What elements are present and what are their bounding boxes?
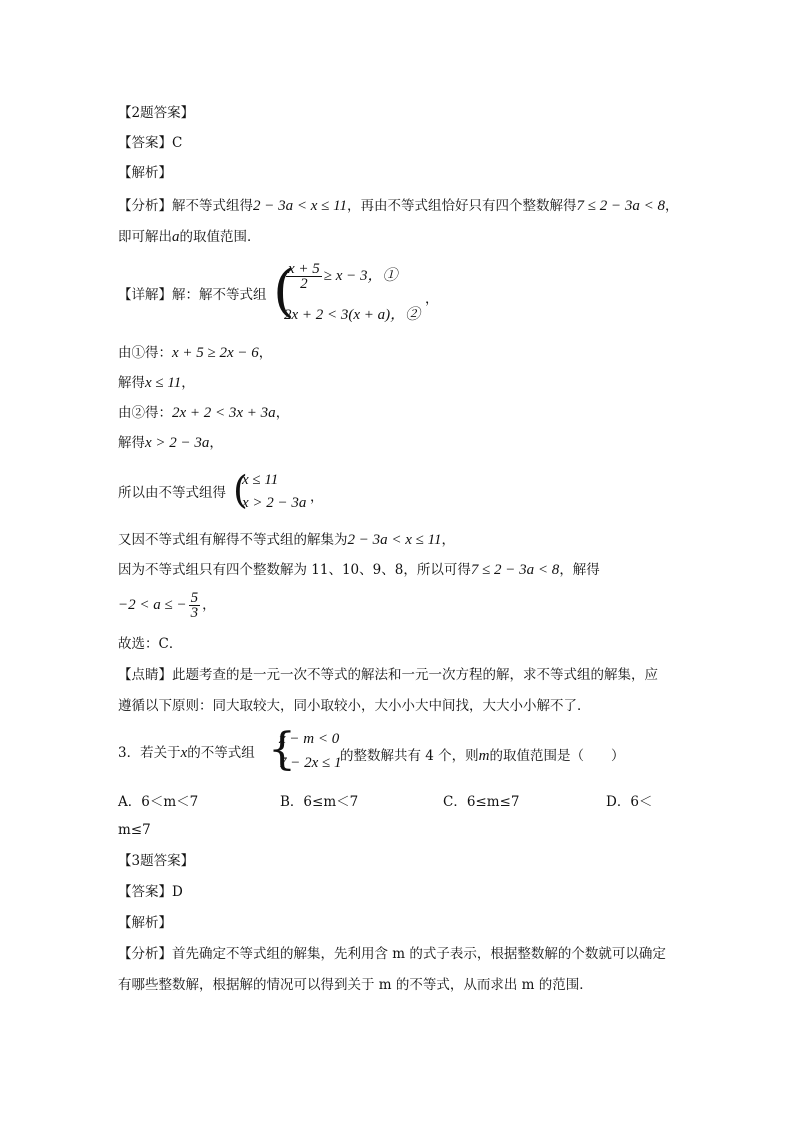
q2-step7 — [118, 561, 600, 579]
punctuation: ， — [258, 345, 273, 361]
math-expression: x ≤ 11 — [145, 375, 182, 391]
system-comma: ， — [425, 291, 439, 307]
q2-step8 — [118, 591, 216, 620]
system-brace: { — [268, 724, 296, 775]
question-text: 的整数解共有 4 个，则 — [340, 748, 479, 764]
fraction-numerator: x + 5 — [288, 261, 320, 277]
dianjing-label: 【点睛】 — [118, 667, 172, 683]
q2-dianjing-line2: 遵循以下原则：同大取较大，同小取较小，大小小大中间找，大大小小解不了． — [118, 698, 591, 714]
xiangjie-text: 解：解不等式组 — [172, 287, 267, 303]
math-variable: x — [180, 745, 188, 761]
math-variable: a — [172, 229, 180, 245]
q3-fenxi-line1 — [118, 945, 666, 963]
q2-header: 【2题答案】 — [118, 105, 195, 121]
fenxi-label: 【分析】 — [118, 198, 172, 214]
q3-header: 【3题答案】 — [118, 853, 195, 869]
system-line: x > 2 − 3a — [242, 495, 307, 511]
q3-answer-row — [118, 883, 183, 901]
q3-question-suffix — [340, 744, 625, 765]
math-expression: 2 − 3a < x ≤ 11 — [347, 532, 442, 548]
q3-question — [118, 744, 255, 762]
fenxi-text: 解不等式组得 — [172, 198, 253, 214]
xiangjie-label: 【详解】 — [118, 287, 172, 303]
q2-choose: 故选：C． — [118, 636, 183, 652]
step-label: 由①得： — [118, 345, 172, 361]
q2-step4 — [118, 434, 223, 452]
system-eq1 — [284, 262, 398, 291]
fenxi-text: 的取值范围． — [179, 229, 261, 245]
q2-step1 — [118, 344, 272, 362]
question-text: 的取值范围是（ ） — [489, 748, 625, 764]
option-b[interactable]: B．6≤m＜7 — [280, 794, 359, 810]
fenxi-text: 即可解出 — [118, 229, 172, 245]
punctuation: ， — [275, 405, 290, 421]
step-text: ，解得 — [559, 562, 600, 578]
punctuation: ， — [665, 198, 679, 214]
math-expression: x > 2 − 3a — [145, 435, 210, 451]
step-label: 又因不等式组有解得不等式组的解集为 — [118, 532, 348, 548]
q2-analysis-label: 【解析】 — [118, 165, 172, 181]
fenxi-text: ，再由不等式组恰好只有四个整数解得 — [347, 198, 577, 214]
q2-xiangjie-intro — [118, 286, 267, 304]
fraction-denominator: 3 — [190, 605, 199, 621]
math-expression: 7 ≤ 2 − 3a < 8 — [470, 562, 560, 578]
punctuation: ， — [441, 532, 456, 548]
system-line: x − m < 0 — [279, 731, 340, 747]
question-text: 3．若关于 — [118, 745, 181, 761]
answer-value: C — [172, 135, 183, 151]
math-expression: x + 5 ≥ 2x − 6 — [172, 345, 259, 361]
q3-analysis-label: 【解析】 — [118, 915, 172, 931]
answer-label: 【答案】 — [118, 884, 172, 900]
math-expression: −2 < a ≤ − — [118, 597, 187, 613]
q2-fenxi-line1 — [118, 197, 679, 215]
math-expression: 2x + 2 < 3x + 3a — [172, 405, 276, 421]
system-line: 7 − 2x ≤ 1 — [279, 755, 342, 771]
q2-step2 — [118, 374, 195, 392]
step-label: 解得 — [118, 375, 145, 391]
q2-step6 — [118, 531, 455, 549]
option-c[interactable]: C．6≤m≤7 — [443, 794, 520, 810]
math-expression: 2 − 3a < x ≤ 11 — [253, 198, 348, 214]
punctuation: ， — [209, 435, 223, 451]
dianjing-text: 此题考查的是一元一次不等式的解法和一元一次方程的解，求不等式组的解集，应 — [172, 667, 658, 683]
system-brace: ( — [233, 468, 248, 512]
fraction-numerator: 5 — [190, 590, 199, 606]
system-brace: ( — [273, 259, 295, 324]
system-eq2: 2x + 2 < 3(x + a)，② — [284, 307, 421, 323]
q2-fenxi-line2 — [118, 228, 261, 246]
option-d-continued: m≤7 — [118, 822, 151, 838]
answer-value: D — [172, 884, 183, 900]
answer-label: 【答案】 — [118, 135, 172, 151]
q2-step5-label: 所以由不等式组得 — [118, 485, 226, 501]
punctuation: ， — [181, 375, 195, 391]
fraction — [286, 262, 322, 291]
fenxi-text: 首先确定不等式组的解集，先利用含 m 的式子表示，根据整数解的个数就可以确定 — [172, 946, 666, 962]
step-label: 解得 — [118, 435, 145, 451]
math-variable: m — [478, 748, 490, 764]
fenxi-label: 【分析】 — [118, 946, 172, 962]
fraction-denominator: 2 — [300, 276, 308, 292]
system-line: x ≤ 11 — [242, 472, 279, 488]
q3-fenxi-line2: 有哪些整数解，根据解的情况可以得到关于 m 的不等式，从而求出 m 的范围． — [118, 977, 593, 993]
punctuation: ， — [202, 597, 216, 613]
fraction — [189, 591, 201, 620]
system-eq1-rest: ≥ x − 3，① — [323, 267, 398, 284]
option-a[interactable]: A．6＜m＜7 — [118, 794, 199, 810]
step-label: 由②得： — [118, 405, 172, 421]
option-d[interactable]: D．6＜ — [606, 794, 653, 810]
q2-step3 — [118, 404, 289, 422]
math-expression: 7 ≤ 2 − 3a < 8 — [576, 198, 666, 214]
q2-dianjing-line1 — [118, 666, 658, 684]
q2-answer-row — [118, 134, 182, 152]
question-text: 的不等式组 — [187, 745, 255, 761]
step-label: 因为不等式组只有四个整数解为 11、10、9、8，所以可得 — [118, 562, 471, 578]
system-comma: ， — [310, 489, 324, 505]
